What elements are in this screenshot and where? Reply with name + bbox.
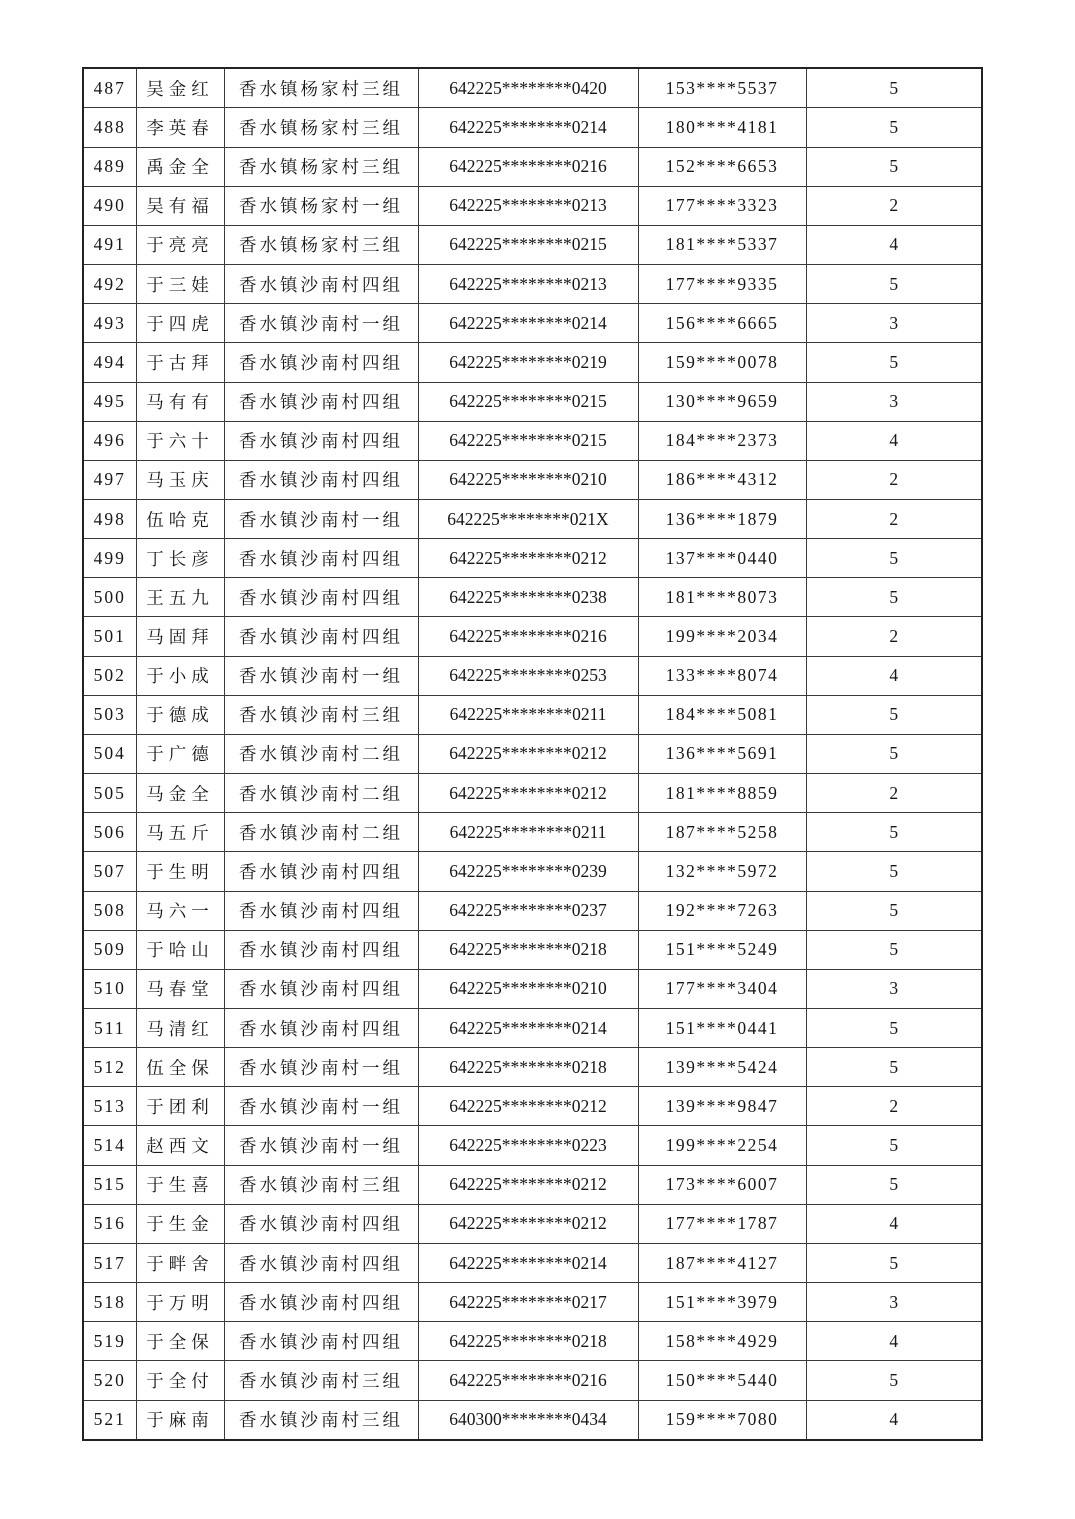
table-row: [83, 656, 982, 695]
table-row: [83, 186, 982, 225]
cell-name: 于六十: [136, 421, 224, 460]
cell-serial: 513: [83, 1087, 136, 1126]
cell-address: 香水镇杨家村一组: [224, 186, 418, 225]
cell-count: 5: [806, 578, 982, 617]
cell-count: 2: [806, 617, 982, 656]
cell-id_number: 642225********0214: [418, 304, 638, 343]
cell-id_number: 642225********0211: [418, 813, 638, 852]
cell-name: 丁长彦: [136, 539, 224, 578]
cell-address: 香水镇沙南村四组: [224, 891, 418, 930]
cell-id_number: 642225********0218: [418, 1048, 638, 1087]
table-row: [83, 891, 982, 930]
cell-serial: 521: [83, 1400, 136, 1440]
cell-address: 香水镇沙南村一组: [224, 1087, 418, 1126]
cell-address: 香水镇沙南村一组: [224, 656, 418, 695]
cell-id_number: 642225********0214: [418, 108, 638, 147]
cell-serial: 511: [83, 1009, 136, 1048]
cell-name: 于万明: [136, 1283, 224, 1322]
table-row: [83, 1400, 982, 1440]
cell-count: 2: [806, 1087, 982, 1126]
cell-phone: 133****8074: [638, 656, 806, 695]
cell-id_number: 642225********0216: [418, 147, 638, 186]
cell-id_number: 642225********0212: [418, 1204, 638, 1243]
cell-name: 于生喜: [136, 1165, 224, 1204]
cell-count: 4: [806, 1400, 982, 1440]
cell-address: 香水镇沙南村一组: [224, 499, 418, 538]
cell-name: 于古拜: [136, 343, 224, 382]
cell-phone: 136****5691: [638, 734, 806, 773]
cell-phone: 192****7263: [638, 891, 806, 930]
cell-serial: 492: [83, 265, 136, 304]
table-row: [83, 774, 982, 813]
cell-count: 5: [806, 539, 982, 578]
cell-address: 香水镇沙南村三组: [224, 1400, 418, 1440]
cell-address: 香水镇沙南村一组: [224, 1048, 418, 1087]
table-row: [83, 304, 982, 343]
cell-serial: 488: [83, 108, 136, 147]
cell-address: 香水镇沙南村四组: [224, 460, 418, 499]
cell-phone: 180****4181: [638, 108, 806, 147]
cell-phone: 199****2034: [638, 617, 806, 656]
cell-address: 香水镇沙南村四组: [224, 852, 418, 891]
cell-phone: 158****4929: [638, 1322, 806, 1361]
cell-id_number: 642225********0239: [418, 852, 638, 891]
cell-count: 5: [806, 734, 982, 773]
cell-id_number: 642225********0420: [418, 68, 638, 108]
cell-name: 马六一: [136, 891, 224, 930]
cell-phone: 152****6653: [638, 147, 806, 186]
cell-id_number: 642225********0218: [418, 930, 638, 969]
cell-serial: 495: [83, 382, 136, 421]
cell-name: 伍哈克: [136, 499, 224, 538]
cell-id_number: 642225********0253: [418, 656, 638, 695]
cell-serial: 506: [83, 813, 136, 852]
cell-count: 5: [806, 68, 982, 108]
cell-phone: 199****2254: [638, 1126, 806, 1165]
cell-name: 于生金: [136, 1204, 224, 1243]
cell-serial: 512: [83, 1048, 136, 1087]
cell-address: 香水镇杨家村三组: [224, 147, 418, 186]
cell-serial: 487: [83, 68, 136, 108]
table-row: [83, 1283, 982, 1322]
cell-serial: 494: [83, 343, 136, 382]
cell-id_number: 642225********0210: [418, 460, 638, 499]
cell-phone: 159****7080: [638, 1400, 806, 1440]
cell-phone: 177****9335: [638, 265, 806, 304]
table-row: [83, 225, 982, 264]
cell-count: 3: [806, 304, 982, 343]
cell-count: 5: [806, 695, 982, 734]
cell-serial: 519: [83, 1322, 136, 1361]
cell-name: 赵西文: [136, 1126, 224, 1165]
cell-address: 香水镇沙南村四组: [224, 1322, 418, 1361]
cell-phone: 184****2373: [638, 421, 806, 460]
table-row: [83, 930, 982, 969]
cell-count: 4: [806, 225, 982, 264]
cell-serial: 508: [83, 891, 136, 930]
cell-phone: 137****0440: [638, 539, 806, 578]
table-row: [83, 147, 982, 186]
cell-count: 2: [806, 186, 982, 225]
cell-id_number: 642225********0214: [418, 1009, 638, 1048]
cell-address: 香水镇沙南村四组: [224, 1204, 418, 1243]
cell-id_number: 642225********0216: [418, 617, 638, 656]
cell-address: 香水镇沙南村四组: [224, 421, 418, 460]
table-row: [83, 382, 982, 421]
cell-count: 3: [806, 1283, 982, 1322]
table-row: [83, 1087, 982, 1126]
table-row: [83, 617, 982, 656]
cell-count: 2: [806, 499, 982, 538]
cell-count: 5: [806, 1126, 982, 1165]
cell-serial: 489: [83, 147, 136, 186]
cell-id_number: 642225********0218: [418, 1322, 638, 1361]
cell-serial: 493: [83, 304, 136, 343]
cell-id_number: 642225********0238: [418, 578, 638, 617]
cell-name: 于麻南: [136, 1400, 224, 1440]
table-row: [83, 499, 982, 538]
cell-count: 5: [806, 108, 982, 147]
cell-serial: 502: [83, 656, 136, 695]
cell-phone: 159****0078: [638, 343, 806, 382]
cell-name: 马固拜: [136, 617, 224, 656]
table-row: [83, 108, 982, 147]
table-row: [83, 969, 982, 1008]
cell-address: 香水镇沙南村二组: [224, 734, 418, 773]
cell-phone: 136****1879: [638, 499, 806, 538]
cell-count: 3: [806, 382, 982, 421]
cell-address: 香水镇杨家村三组: [224, 108, 418, 147]
cell-count: 5: [806, 1361, 982, 1400]
cell-id_number: 642225********0237: [418, 891, 638, 930]
cell-phone: 177****3404: [638, 969, 806, 1008]
cell-id_number: 642225********0215: [418, 225, 638, 264]
cell-name: 马五斤: [136, 813, 224, 852]
table-row: [83, 734, 982, 773]
cell-name: 于广德: [136, 734, 224, 773]
cell-serial: 514: [83, 1126, 136, 1165]
cell-name: 于亮亮: [136, 225, 224, 264]
table-row: [83, 539, 982, 578]
cell-serial: 505: [83, 774, 136, 813]
cell-id_number: 642225********0212: [418, 1087, 638, 1126]
cell-name: 于全付: [136, 1361, 224, 1400]
cell-address: 香水镇沙南村四组: [224, 265, 418, 304]
cell-serial: 504: [83, 734, 136, 773]
cell-address: 香水镇杨家村三组: [224, 225, 418, 264]
roster-table: [82, 67, 983, 1441]
cell-id_number: 642225********0216: [418, 1361, 638, 1400]
cell-name: 于哈山: [136, 930, 224, 969]
cell-address: 香水镇沙南村一组: [224, 1126, 418, 1165]
cell-address: 香水镇沙南村四组: [224, 578, 418, 617]
table-row: [83, 421, 982, 460]
cell-phone: 177****1787: [638, 1204, 806, 1243]
cell-name: 禹金全: [136, 147, 224, 186]
cell-serial: 507: [83, 852, 136, 891]
cell-name: 马玉庆: [136, 460, 224, 499]
cell-name: 马春堂: [136, 969, 224, 1008]
cell-serial: 503: [83, 695, 136, 734]
cell-serial: 517: [83, 1243, 136, 1282]
cell-address: 香水镇沙南村四组: [224, 343, 418, 382]
cell-address: 香水镇沙南村四组: [224, 539, 418, 578]
cell-name: 于畔舍: [136, 1243, 224, 1282]
cell-id_number: 642225********0215: [418, 421, 638, 460]
cell-phone: 187****5258: [638, 813, 806, 852]
table-row: [83, 1243, 982, 1282]
cell-count: 5: [806, 1243, 982, 1282]
cell-serial: 497: [83, 460, 136, 499]
cell-count: 5: [806, 813, 982, 852]
cell-phone: 151****0441: [638, 1009, 806, 1048]
table-row: [83, 68, 982, 108]
cell-name: 吴有福: [136, 186, 224, 225]
cell-id_number: 642225********0214: [418, 1243, 638, 1282]
cell-serial: 509: [83, 930, 136, 969]
cell-address: 香水镇沙南村四组: [224, 1243, 418, 1282]
cell-serial: 516: [83, 1204, 136, 1243]
cell-phone: 153****5537: [638, 68, 806, 108]
cell-count: 4: [806, 656, 982, 695]
cell-serial: 520: [83, 1361, 136, 1400]
cell-id_number: 642225********0211: [418, 695, 638, 734]
cell-id_number: 642225********0212: [418, 539, 638, 578]
cell-count: 3: [806, 969, 982, 1008]
cell-address: 香水镇沙南村三组: [224, 1361, 418, 1400]
cell-count: 4: [806, 1204, 982, 1243]
roster-body: [83, 68, 982, 1440]
cell-phone: 130****9659: [638, 382, 806, 421]
cell-name: 马有有: [136, 382, 224, 421]
cell-count: 5: [806, 265, 982, 304]
cell-serial: 498: [83, 499, 136, 538]
cell-id_number: 642225********0215: [418, 382, 638, 421]
cell-count: 5: [806, 852, 982, 891]
table-row: [83, 1322, 982, 1361]
cell-phone: 173****6007: [638, 1165, 806, 1204]
cell-phone: 139****5424: [638, 1048, 806, 1087]
cell-name: 王五九: [136, 578, 224, 617]
cell-phone: 186****4312: [638, 460, 806, 499]
cell-name: 伍全保: [136, 1048, 224, 1087]
cell-count: 5: [806, 1165, 982, 1204]
cell-name: 于全保: [136, 1322, 224, 1361]
cell-phone: 151****5249: [638, 930, 806, 969]
cell-address: 香水镇沙南村四组: [224, 930, 418, 969]
cell-phone: 184****5081: [638, 695, 806, 734]
cell-name: 马金全: [136, 774, 224, 813]
cell-count: 4: [806, 1322, 982, 1361]
cell-serial: 518: [83, 1283, 136, 1322]
cell-address: 香水镇沙南村一组: [224, 304, 418, 343]
cell-address: 香水镇沙南村二组: [224, 813, 418, 852]
table-row: [83, 1361, 982, 1400]
table-row: [83, 695, 982, 734]
cell-count: 2: [806, 460, 982, 499]
cell-name: 吴金红: [136, 68, 224, 108]
cell-phone: 181****8073: [638, 578, 806, 617]
cell-address: 香水镇沙南村三组: [224, 695, 418, 734]
cell-id_number: 642225********0212: [418, 734, 638, 773]
cell-id_number: 642225********0212: [418, 774, 638, 813]
cell-id_number: 642225********0217: [418, 1283, 638, 1322]
cell-count: 5: [806, 1009, 982, 1048]
cell-id_number: 642225********0219: [418, 343, 638, 382]
cell-name: 李英春: [136, 108, 224, 147]
table-row: [83, 1126, 982, 1165]
cell-count: 5: [806, 147, 982, 186]
cell-address: 香水镇沙南村四组: [224, 382, 418, 421]
cell-count: 4: [806, 421, 982, 460]
cell-id_number: 642225********0213: [418, 186, 638, 225]
cell-address: 香水镇沙南村四组: [224, 617, 418, 656]
cell-address: 香水镇沙南村四组: [224, 1009, 418, 1048]
cell-id_number: 642225********0213: [418, 265, 638, 304]
cell-serial: 496: [83, 421, 136, 460]
cell-name: 于小成: [136, 656, 224, 695]
cell-address: 香水镇杨家村三组: [224, 68, 418, 108]
cell-name: 于生明: [136, 852, 224, 891]
cell-serial: 491: [83, 225, 136, 264]
cell-count: 5: [806, 891, 982, 930]
cell-name: 于德成: [136, 695, 224, 734]
cell-id_number: 642225********0210: [418, 969, 638, 1008]
table-row: [83, 1009, 982, 1048]
table-row: [83, 852, 982, 891]
cell-count: 2: [806, 774, 982, 813]
cell-phone: 132****5972: [638, 852, 806, 891]
cell-address: 香水镇沙南村二组: [224, 774, 418, 813]
cell-name: 于三娃: [136, 265, 224, 304]
cell-count: 5: [806, 1048, 982, 1087]
cell-id_number: 640300********0434: [418, 1400, 638, 1440]
cell-phone: 151****3979: [638, 1283, 806, 1322]
cell-name: 于四虎: [136, 304, 224, 343]
cell-address: 香水镇沙南村四组: [224, 969, 418, 1008]
cell-serial: 515: [83, 1165, 136, 1204]
cell-phone: 181****8859: [638, 774, 806, 813]
cell-serial: 510: [83, 969, 136, 1008]
cell-count: 5: [806, 930, 982, 969]
cell-address: 香水镇沙南村四组: [224, 1283, 418, 1322]
cell-serial: 490: [83, 186, 136, 225]
table-row: [83, 1204, 982, 1243]
cell-serial: 499: [83, 539, 136, 578]
table-row: [83, 578, 982, 617]
table-row: [83, 460, 982, 499]
cell-count: 5: [806, 343, 982, 382]
cell-phone: 156****6665: [638, 304, 806, 343]
table-row: [83, 1165, 982, 1204]
cell-address: 香水镇沙南村三组: [224, 1165, 418, 1204]
cell-id_number: 642225********0223: [418, 1126, 638, 1165]
cell-phone: 181****5337: [638, 225, 806, 264]
cell-phone: 177****3323: [638, 186, 806, 225]
cell-phone: 187****4127: [638, 1243, 806, 1282]
table-row: [83, 1048, 982, 1087]
cell-id_number: 642225********021X: [418, 499, 638, 538]
table-row: [83, 813, 982, 852]
cell-name: 于团利: [136, 1087, 224, 1126]
cell-phone: 139****9847: [638, 1087, 806, 1126]
cell-name: 马清红: [136, 1009, 224, 1048]
cell-serial: 501: [83, 617, 136, 656]
cell-id_number: 642225********0212: [418, 1165, 638, 1204]
cell-serial: 500: [83, 578, 136, 617]
cell-phone: 150****5440: [638, 1361, 806, 1400]
table-row: [83, 265, 982, 304]
table-row: [83, 343, 982, 382]
